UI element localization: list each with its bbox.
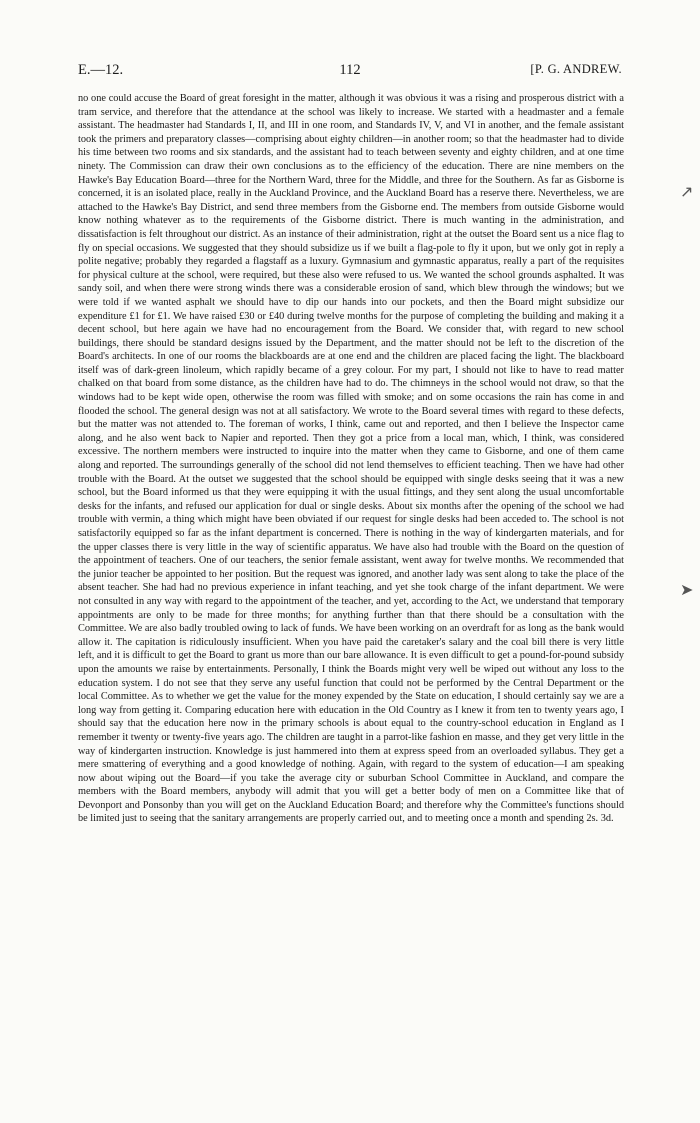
body-paragraph: no one could accuse the Board of great foresight in the matter, although it was obvious it was a rising and prosperous district with a tram service, and therefore that the attendance at the school was likely to increase. We started with a headmaster and a female assistant. The headmaster had Standards I, II, and III in one room, and Standards IV, V, and VI in another, and the female assistant took the primers and preparatory classes—comprising about eighty children—in another room; so that the headmaster had to divide his time between two rooms and six standards, and the assistant had to teach between seventy and eighty children, and at one time ninety. The Commission can draw their own conclusions as to the efficiency of the education. There are nine members on the Hawke's Bay Education Board—three for the Northern Ward, three for the Middle, and three for the Southern. As far as Gisborne is concerned, it is an isolated place, really in the Auckland Province, and the Auckland Board has a reserve there. Nevertheless, we are attached to the Hawke's Bay District, and send three members from the Gisborne end. The members from outside Gisborne would know nothing whatever as to the requirements of the Gisborne district. There is much wanting in the administration, and dissatisfaction is felt throughout our district. As an instance of their administration, right at the outset the Board sent us a nice flag to fly on special occasions. We suggested that they should subsidize us if we built a flag-pole to fly it upon, but we only got in reply a polite negative; probably they regarded a flagstaff as a luxury. Gymnasium and gymnastic apparatus, really a part of the requisites for physical culture at the school, were required, but these also were refused to us. We wanted the school grounds asphalted. It was sandy soil, and when there were strong winds there was a considerable erosion of sand, which blew through the windows; but we were told if we wanted asphalt we should have to dip our hands into our pockets, and then the Board might subsidize our expenditure £1 for £1. We have raised £30 or £40 during twelve months for the purpose of completing the building and making it a decent school, but here again we have had no encouragement from the Board. We consider that, with regard to new school buildings, there should be standard designs issued by the Department, and the matter should not be left to the discretion of the Board's architects. In one of our rooms the blackboards are at one end and the children are placed facing the light. The blackboard itself was of dark-green linoleum, which rapidly became of a grey colour. For my part, I should not like to have to read matter chalked on that board from some distance, as the children have had to do. The chimneys in the school would not draw, so that the windows had to be kept wide open, otherwise the room was filled with smoke; and on some occasions the rain has come in and flooded the school. The general design was not at all satisfactory. We wrote to the Board several times with regard to these defects, but the matter was not attended to. The foreman of works, I think, came out and reported, and then I believe the Inspector came along, and he also went back to Napier and reported. Then they got a price from a local man, which, I think, was considered excessive. The northern members were instructed to inquire into the matter when they came to Gisborne, and one of them came along and reported. The surroundings generally of the school did not lend themselves to efficient teaching. Then we have had other trouble with the Board. At the outset we suggested that the school should be equipped with single desks seeing that it was a new school, but the Board informed us that they were equipping it with the usual fittings, and they sent along the usual uncomfortable desks for the infants, and refused our application for dual or single desks. About six months after the opening of the school we had trouble with vermin, a thing which might have been obviated if our request for single desks had been acceded to. The school is not satisfactorily equipped so far as the infant department is concerned. There is nothing in the way of kindergarten materials, and for the upper classes there is very little in the way of scientific apparatus. We have also had trouble with the Board on the question of the appointment of teachers. One of our teachers, the senior female assistant, went away for twelve months. We recommended that the junior teacher be appointed to her position. But the request was ignored, and another lady was sent along to take the place of the absent teacher. She had had no previous experience in infant teaching, and yet she took charge of the infant department. We were not consulted in any way with regard to the appointment of the teacher, and yet, according to the Act, we understand that temporary appointments are only to be made for three months; for anything further than that there should be a consultation with the Committee. We are also badly troubled owing to lack of funds. We have been working on an overdraft for as long as the bank would allow it. The capitation is ridiculously insufficient. When you have paid the caretaker's salary and the coal bill there is very little left, and it is difficult to get the Board to grant us more than our bare allowance. It is even difficult to get a pound-for-pound subsidy upon the amounts we raise by entertainments. Personally, I think the Boards might very well be wiped out without any loss to the education system. I do not see that they serve any useful function that could not be performed by the Central Department or the local Committee. As to whether we get the value for the money expended by the State on education, I should certainly say we are a long way from getting it. Comparing education here with education in the Old Country as I knew it from ten to twenty years ago, I should say that the education here now in the primary schools is about equal to the country-school education in England as I remember it twenty or twenty-five years ago. The children are taught in a parrot-like fashion en masse, and they get very little in the way of kindergarten instruction. Knowledge is just hammered into them at express speed from an overloaded syllabus. They get a mere smattering of everything and a good knowledge of nothing. Again, with regard to the system of education—I am speaking now about wiping out the Board—if you take the average city or suburban School Committee in Auckland, and compare the members with the Board members, anybody will admit that you will get a better body of men on a Committee like that of Devonport and Ponsonby than you will get on the Auckland Education Board; and therefore why the Committee's functions should be limited just to seeing that the sanitary arrangements are properly carried out, and to meeting once a month and spending 2s. 3d.	[78, 93, 624, 825]
page-body	[78, 92, 624, 826]
witness-name: [P. G. ANDREW.	[530, 62, 622, 76]
margin-mark-middle: ➤	[680, 582, 694, 599]
page-header	[78, 62, 622, 80]
margin-mark-top: ↗	[680, 184, 694, 201]
document-reference: E.—12.	[78, 62, 124, 78]
page-number: 112	[339, 62, 361, 78]
